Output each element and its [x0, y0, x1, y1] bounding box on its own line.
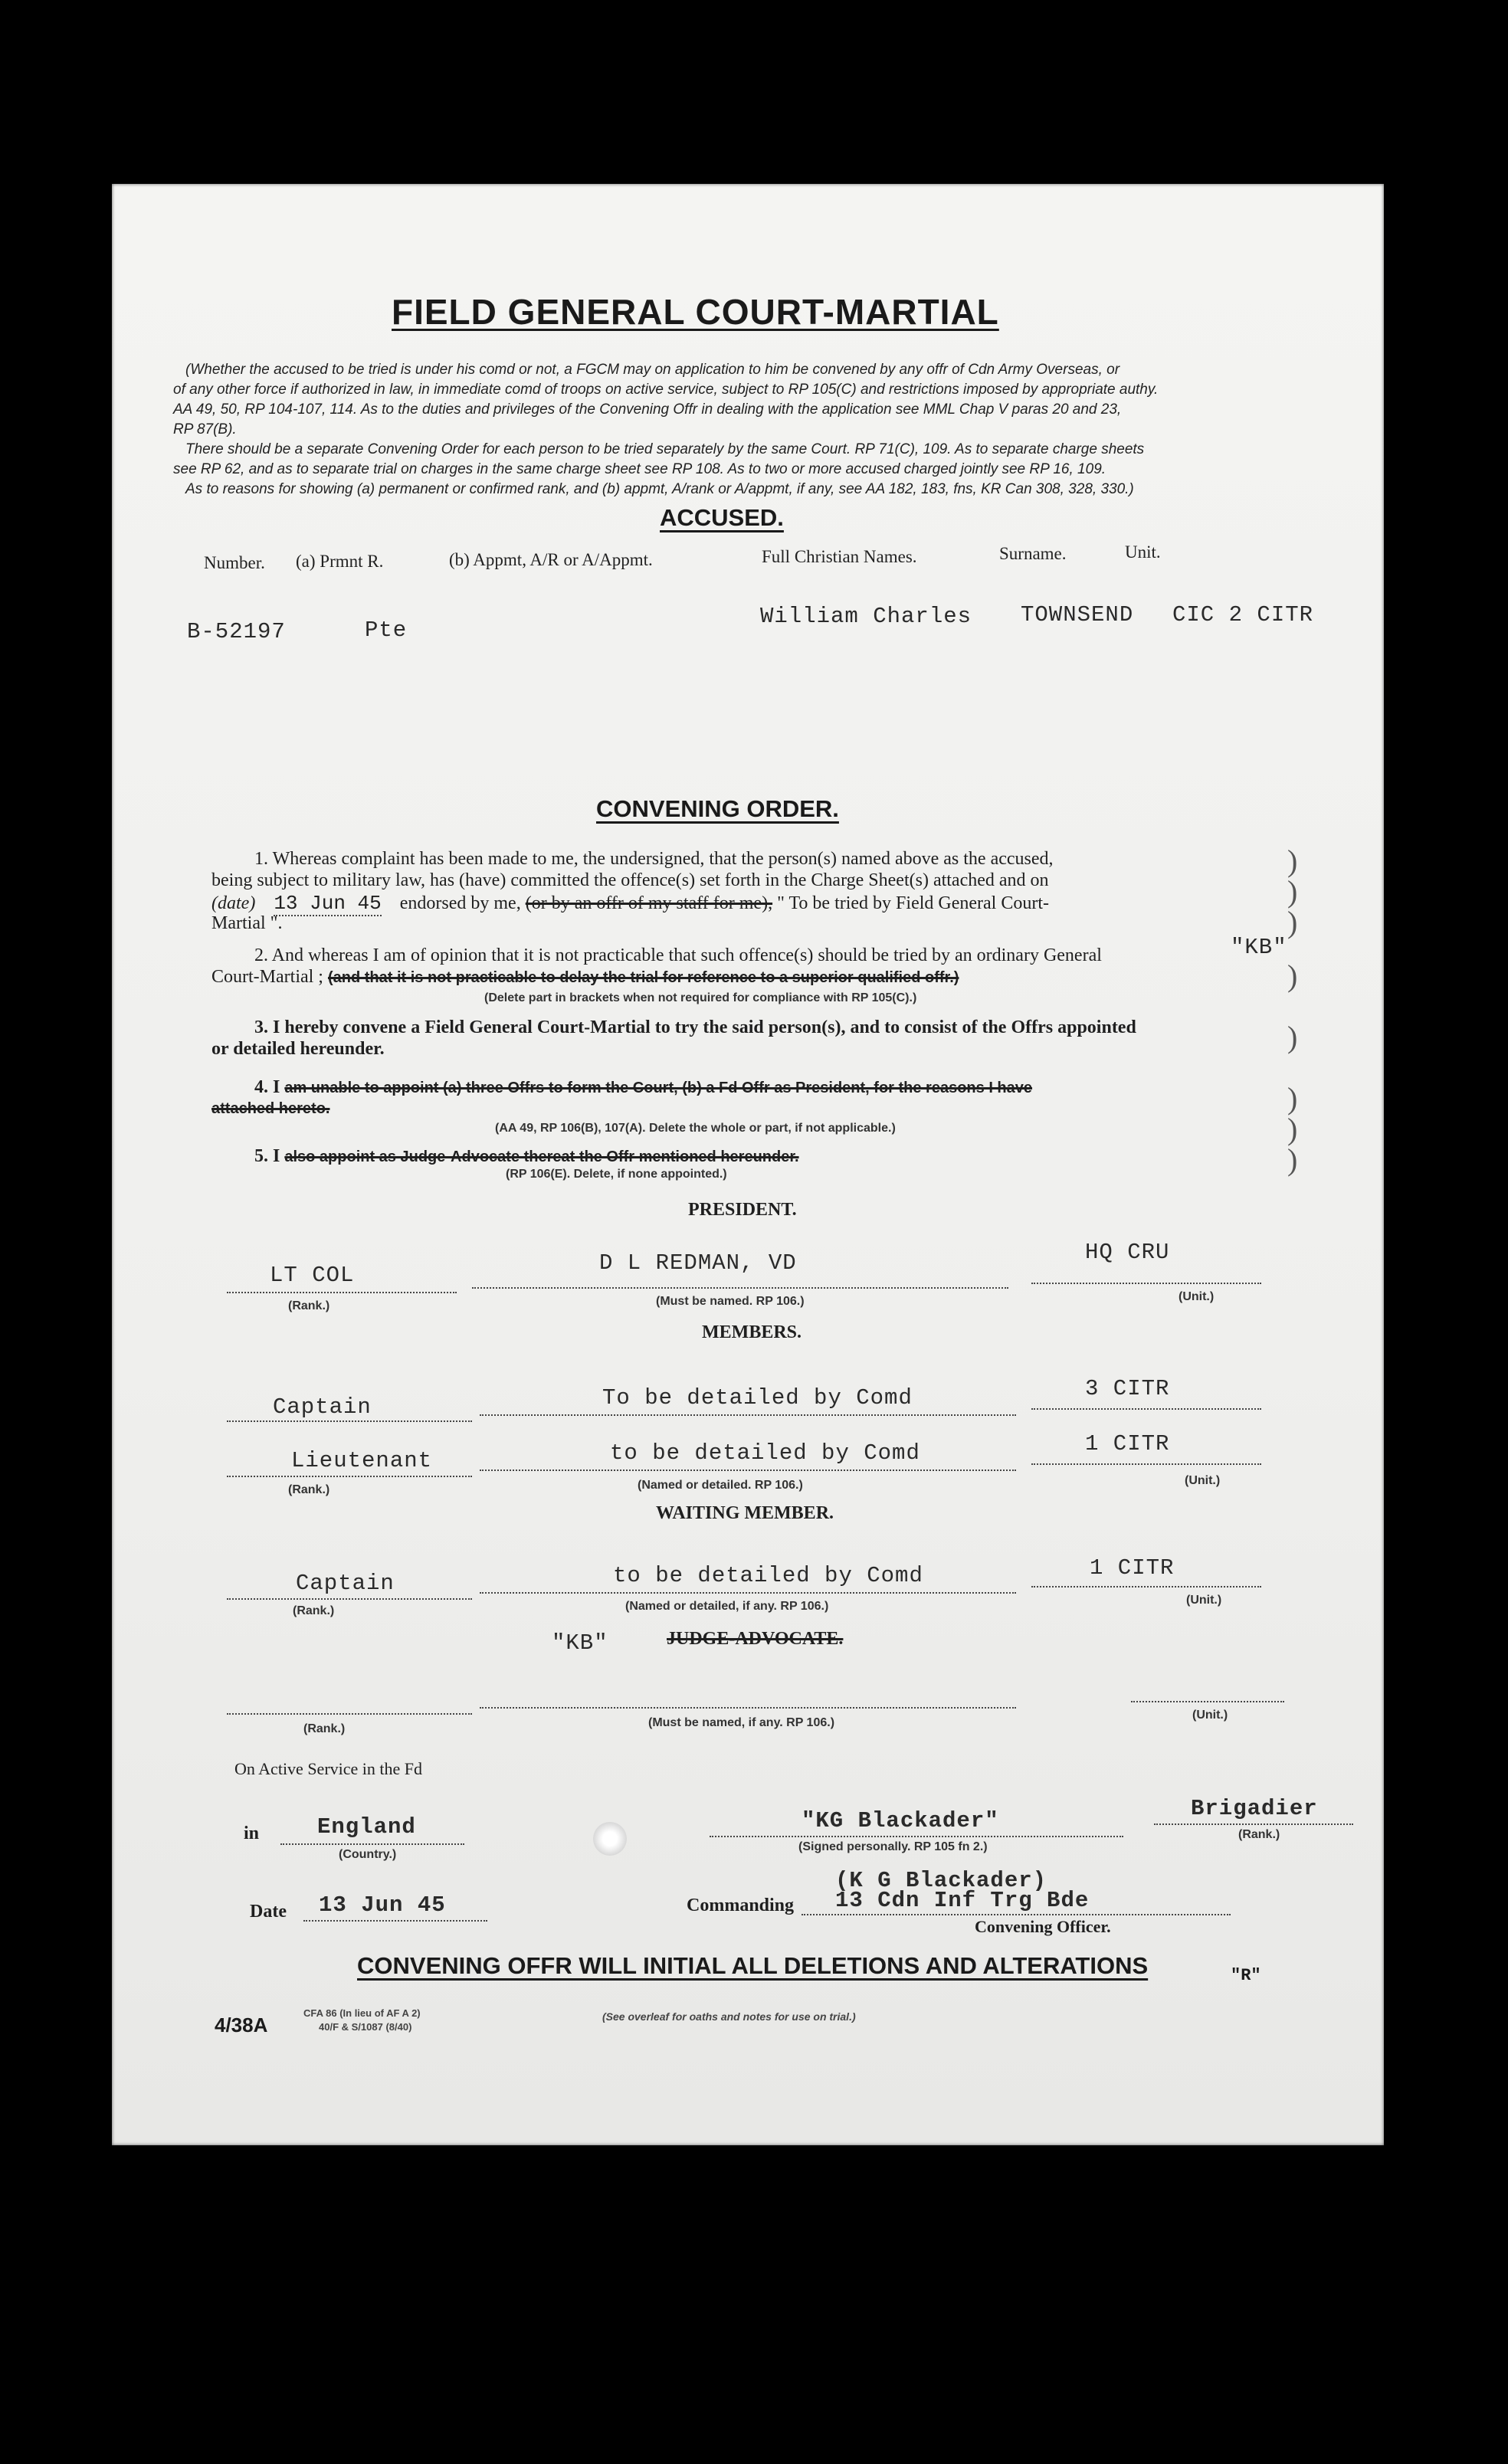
signatory-rank-line: [1154, 1823, 1353, 1825]
member-rank-line: [227, 1420, 472, 1422]
para-4-line-a: [254, 1077, 1032, 1098]
form-number: 4/38A: [215, 2013, 268, 2036]
waiting-name: to be detailed by Comd: [613, 1563, 923, 1588]
signatory-rank-label: (Rank.): [1238, 1828, 1280, 1841]
intro-line: RP 87(B).: [173, 421, 237, 437]
margin-brace: ): [1287, 1020, 1298, 1054]
in-label: in: [244, 1823, 260, 1843]
member-unit-line: [1031, 1463, 1261, 1465]
signature: "KG Blackader": [802, 1808, 999, 1833]
margin-brace: ): [1287, 874, 1298, 909]
member-rank-label: (Rank.): [288, 1483, 330, 1496]
member-unit-label: (Unit.): [1185, 1474, 1221, 1487]
judge-unit-label: (Unit.): [1192, 1709, 1228, 1722]
see-overleaf-note: (See overleaf for oaths and notes for use on trial.): [602, 2010, 856, 2023]
intro-line: AA 49, 50, RP 104-107, 114. As to the duties and privileges of the Convening Offr in dealing with the application see MML Chap V paras 20 and 23,: [173, 401, 1122, 418]
judge-rank-label: (Rank.): [303, 1722, 346, 1735]
president-name-line: [472, 1287, 1008, 1289]
para-1-line-d: Martial ".: [211, 913, 283, 933]
president-name: D L REDMAN, VD: [599, 1250, 797, 1276]
convening-officer-label: Convening Officer.: [975, 1917, 1111, 1936]
struck-judge-text: also appoint as Judge-Advocate thereat the Offr mentioned hereunder.: [284, 1148, 799, 1165]
intro-line: see RP 62, and as to separate trial on charges in the same charge sheet see RP 108. As to two or more accused charged jointly see RP 16, 109.: [173, 461, 1106, 477]
margin-brace: ): [1287, 1142, 1298, 1177]
member-name: To be detailed by Comd: [602, 1385, 913, 1411]
date-label: (date): [211, 893, 256, 913]
margin-brace: ): [1287, 844, 1298, 878]
active-service-text: On Active Service in the Fd: [234, 1759, 423, 1778]
margin-brace: ): [1287, 1112, 1298, 1146]
waiting-rank-label: (Rank.): [293, 1604, 335, 1617]
para-3-line-b: or detailed hereunder.: [211, 1039, 385, 1059]
accused-unit: CIC 2 CITR: [1172, 602, 1314, 627]
col-surname: Surname.: [999, 544, 1067, 563]
para-4-number: 4. I: [254, 1077, 280, 1097]
judge-initials: "KB": [552, 1630, 608, 1656]
page-title: FIELD GENERAL COURT-MARTIAL: [392, 292, 999, 332]
country-line: [280, 1843, 464, 1845]
intro-line: of any other force if authorized in law, in immediate comd of troops on active service, subject to RP 105(C) and restrictions imposed by appropriate authy.: [173, 382, 1159, 398]
judge-name-line: [480, 1707, 1016, 1709]
intro-line: (Whether the accused to be tried is under his comd or not, a FGCM may on application to him be convened by any offr of Cdn Army Overseas, or: [185, 362, 1120, 378]
typed-signatory-name: (K G Blackader): [835, 1868, 1047, 1893]
para-2-line-a: 2. And whereas I am of opinion that it is not practicable that such offence(s) should be tried by an ordinary General: [254, 945, 1102, 965]
country: England: [317, 1814, 416, 1840]
punch-hole: [593, 1822, 627, 1856]
para-2-note: (Delete part in brackets when not required for compliance with RP 105(C).): [484, 991, 917, 1004]
waiting-unit: 1 CITR: [1090, 1555, 1175, 1581]
member-name-label: (Named or detailed. RP 106.): [638, 1479, 803, 1492]
date-footer-label: Date: [250, 1902, 287, 1922]
president-rank: LT COL: [270, 1263, 355, 1288]
president-name-label: (Must be named. RP 106.): [656, 1295, 805, 1308]
president-heading: PRESIDENT.: [688, 1200, 797, 1220]
signatory-rank: Brigadier: [1191, 1796, 1318, 1821]
waiting-unit-label: (Unit.): [1186, 1594, 1222, 1607]
struck-staff-text: (or by an offr of my staff for me),: [525, 893, 773, 913]
para-5-line: [254, 1146, 799, 1167]
members-heading: MEMBERS.: [702, 1322, 802, 1342]
waiting-rank: Captain: [296, 1571, 395, 1596]
struck-attached-text: attached hereto.: [211, 1100, 330, 1117]
document-page: [112, 184, 1384, 2145]
margin-brace: ): [1287, 958, 1298, 993]
command-formation: 13 Cdn Inf Trg Bde: [835, 1888, 1090, 1913]
signature-line: [710, 1836, 1123, 1837]
accused-rank: Pte: [365, 618, 408, 643]
margin-brace: ): [1287, 1081, 1298, 1116]
member-unit: 3 CITR: [1085, 1376, 1170, 1401]
command-line: [802, 1914, 1231, 1915]
col-christian-names: Full Christian Names.: [762, 547, 917, 566]
convening-order-heading: CONVENING ORDER.: [596, 795, 839, 822]
waiting-member-heading: WAITING MEMBER.: [656, 1503, 834, 1523]
para-1-line-a: 1. Whereas complaint has been made to me, the undersigned, that the person(s) named above as the accused,: [254, 849, 1054, 869]
col-permanent-rank: (a) Prmnt R.: [296, 552, 384, 571]
para-2-line-b: [211, 967, 959, 988]
president-unit-line: [1031, 1283, 1261, 1284]
form-code: CFA 86 (In lieu of AF A 2): [303, 2007, 421, 2019]
country-label: (Country.): [339, 1848, 397, 1861]
col-unit: Unit.: [1125, 542, 1161, 562]
para-5-note: (RP 106(E). Delete, if none appointed.): [506, 1168, 727, 1181]
margin-brace: ): [1287, 905, 1298, 939]
member-rank: Captain: [273, 1394, 372, 1420]
president-rank-line: [227, 1292, 457, 1293]
para-5-number: 5. I: [254, 1146, 280, 1166]
member-name-line: [480, 1470, 1016, 1471]
judge-advocate-heading: JUDGE-ADVOCATE.: [667, 1629, 844, 1649]
commanding-label: Commanding: [687, 1896, 795, 1915]
para-3-line-a: 3. I hereby convene a Field General Court-Martial to try the said person(s), and to consist of the Offrs appointed: [254, 1017, 1136, 1037]
waiting-name-line: [480, 1592, 1016, 1594]
judge-unit-line: [1131, 1701, 1284, 1702]
member-name-line: [480, 1414, 1016, 1416]
deletions-instruction: CONVENING OFFR WILL INITIAL ALL DELETIONS AND ALTERATIONS: [357, 1952, 1149, 1979]
para-1-line-c: [211, 892, 1049, 915]
president-rank-label: (Rank.): [288, 1299, 330, 1312]
court-martial-text: Court-Martial ;: [211, 967, 323, 987]
para-1-line-b: being subject to military law, has (have) committed the offence(s) set forth in the Charge Sheet(s) attached and on: [211, 870, 1049, 890]
order-date-line: [303, 1920, 487, 1922]
signature-label: (Signed personally. RP 105 fn 2.): [798, 1840, 988, 1853]
accused-surname: TOWNSEND: [1021, 602, 1134, 627]
para-4-note: (AA 49, RP 106(B), 107(A). Delete the whole or part, if not applicable.): [495, 1122, 896, 1135]
form-code-b: 40/F & S/1087 (8/40): [319, 2021, 412, 2033]
president-unit: HQ CRU: [1085, 1240, 1170, 1265]
member-name: to be detailed by Comd: [610, 1440, 920, 1466]
member-rank: Lieutenant: [291, 1448, 433, 1473]
member-rank-line: [227, 1476, 472, 1477]
intro-line: There should be a separate Convening Order for each person to be tried separately by the same Court. RP 71(C), 109. As to separate charge sheets: [185, 441, 1145, 457]
col-appointment: (b) Appmt, A/R or A/Appmt.: [449, 550, 653, 569]
member-unit-line: [1031, 1408, 1261, 1410]
intro-line: As to reasons for showing (a) permanent or confirmed rank, and (b) appmt, A/rank or A/appmt, if any, see AA 182, 183, fns, KR Can 308, 328, 330.): [185, 481, 1134, 497]
president-unit-label: (Unit.): [1179, 1290, 1215, 1303]
waiting-rank-line: [227, 1598, 472, 1600]
col-number: Number.: [204, 553, 265, 572]
judge-rank-line: [227, 1713, 472, 1715]
struck-delay-text: (and that it is not practicable to delay the trial for reference to a superior qualified offr.): [327, 969, 959, 986]
accused-heading: ACCUSED.: [660, 504, 784, 531]
tried-text: " To be tried by Field General Court-: [777, 893, 1050, 913]
judge-name-label: (Must be named, if any. RP 106.): [648, 1716, 835, 1729]
waiting-name-label: (Named or detailed, if any. RP 106.): [625, 1600, 829, 1613]
waiting-unit-line: [1031, 1586, 1261, 1588]
accused-names: William Charles: [760, 604, 972, 629]
member-unit: 1 CITR: [1085, 1431, 1170, 1456]
order-date: 13 Jun 45: [319, 1892, 446, 1918]
mark-r: "R": [1231, 1966, 1261, 1985]
initials-kb: "KB": [1231, 935, 1287, 960]
endorsed-text: endorsed by me,: [399, 893, 521, 913]
complaint-date: 13 Jun 45: [274, 892, 382, 915]
struck-unable-text: am unable to appoint (a) three Offrs to form the Court, (b) a Fd Offr as President, for the reasons I have: [284, 1080, 1033, 1096]
accused-number: B-52197: [187, 619, 286, 644]
